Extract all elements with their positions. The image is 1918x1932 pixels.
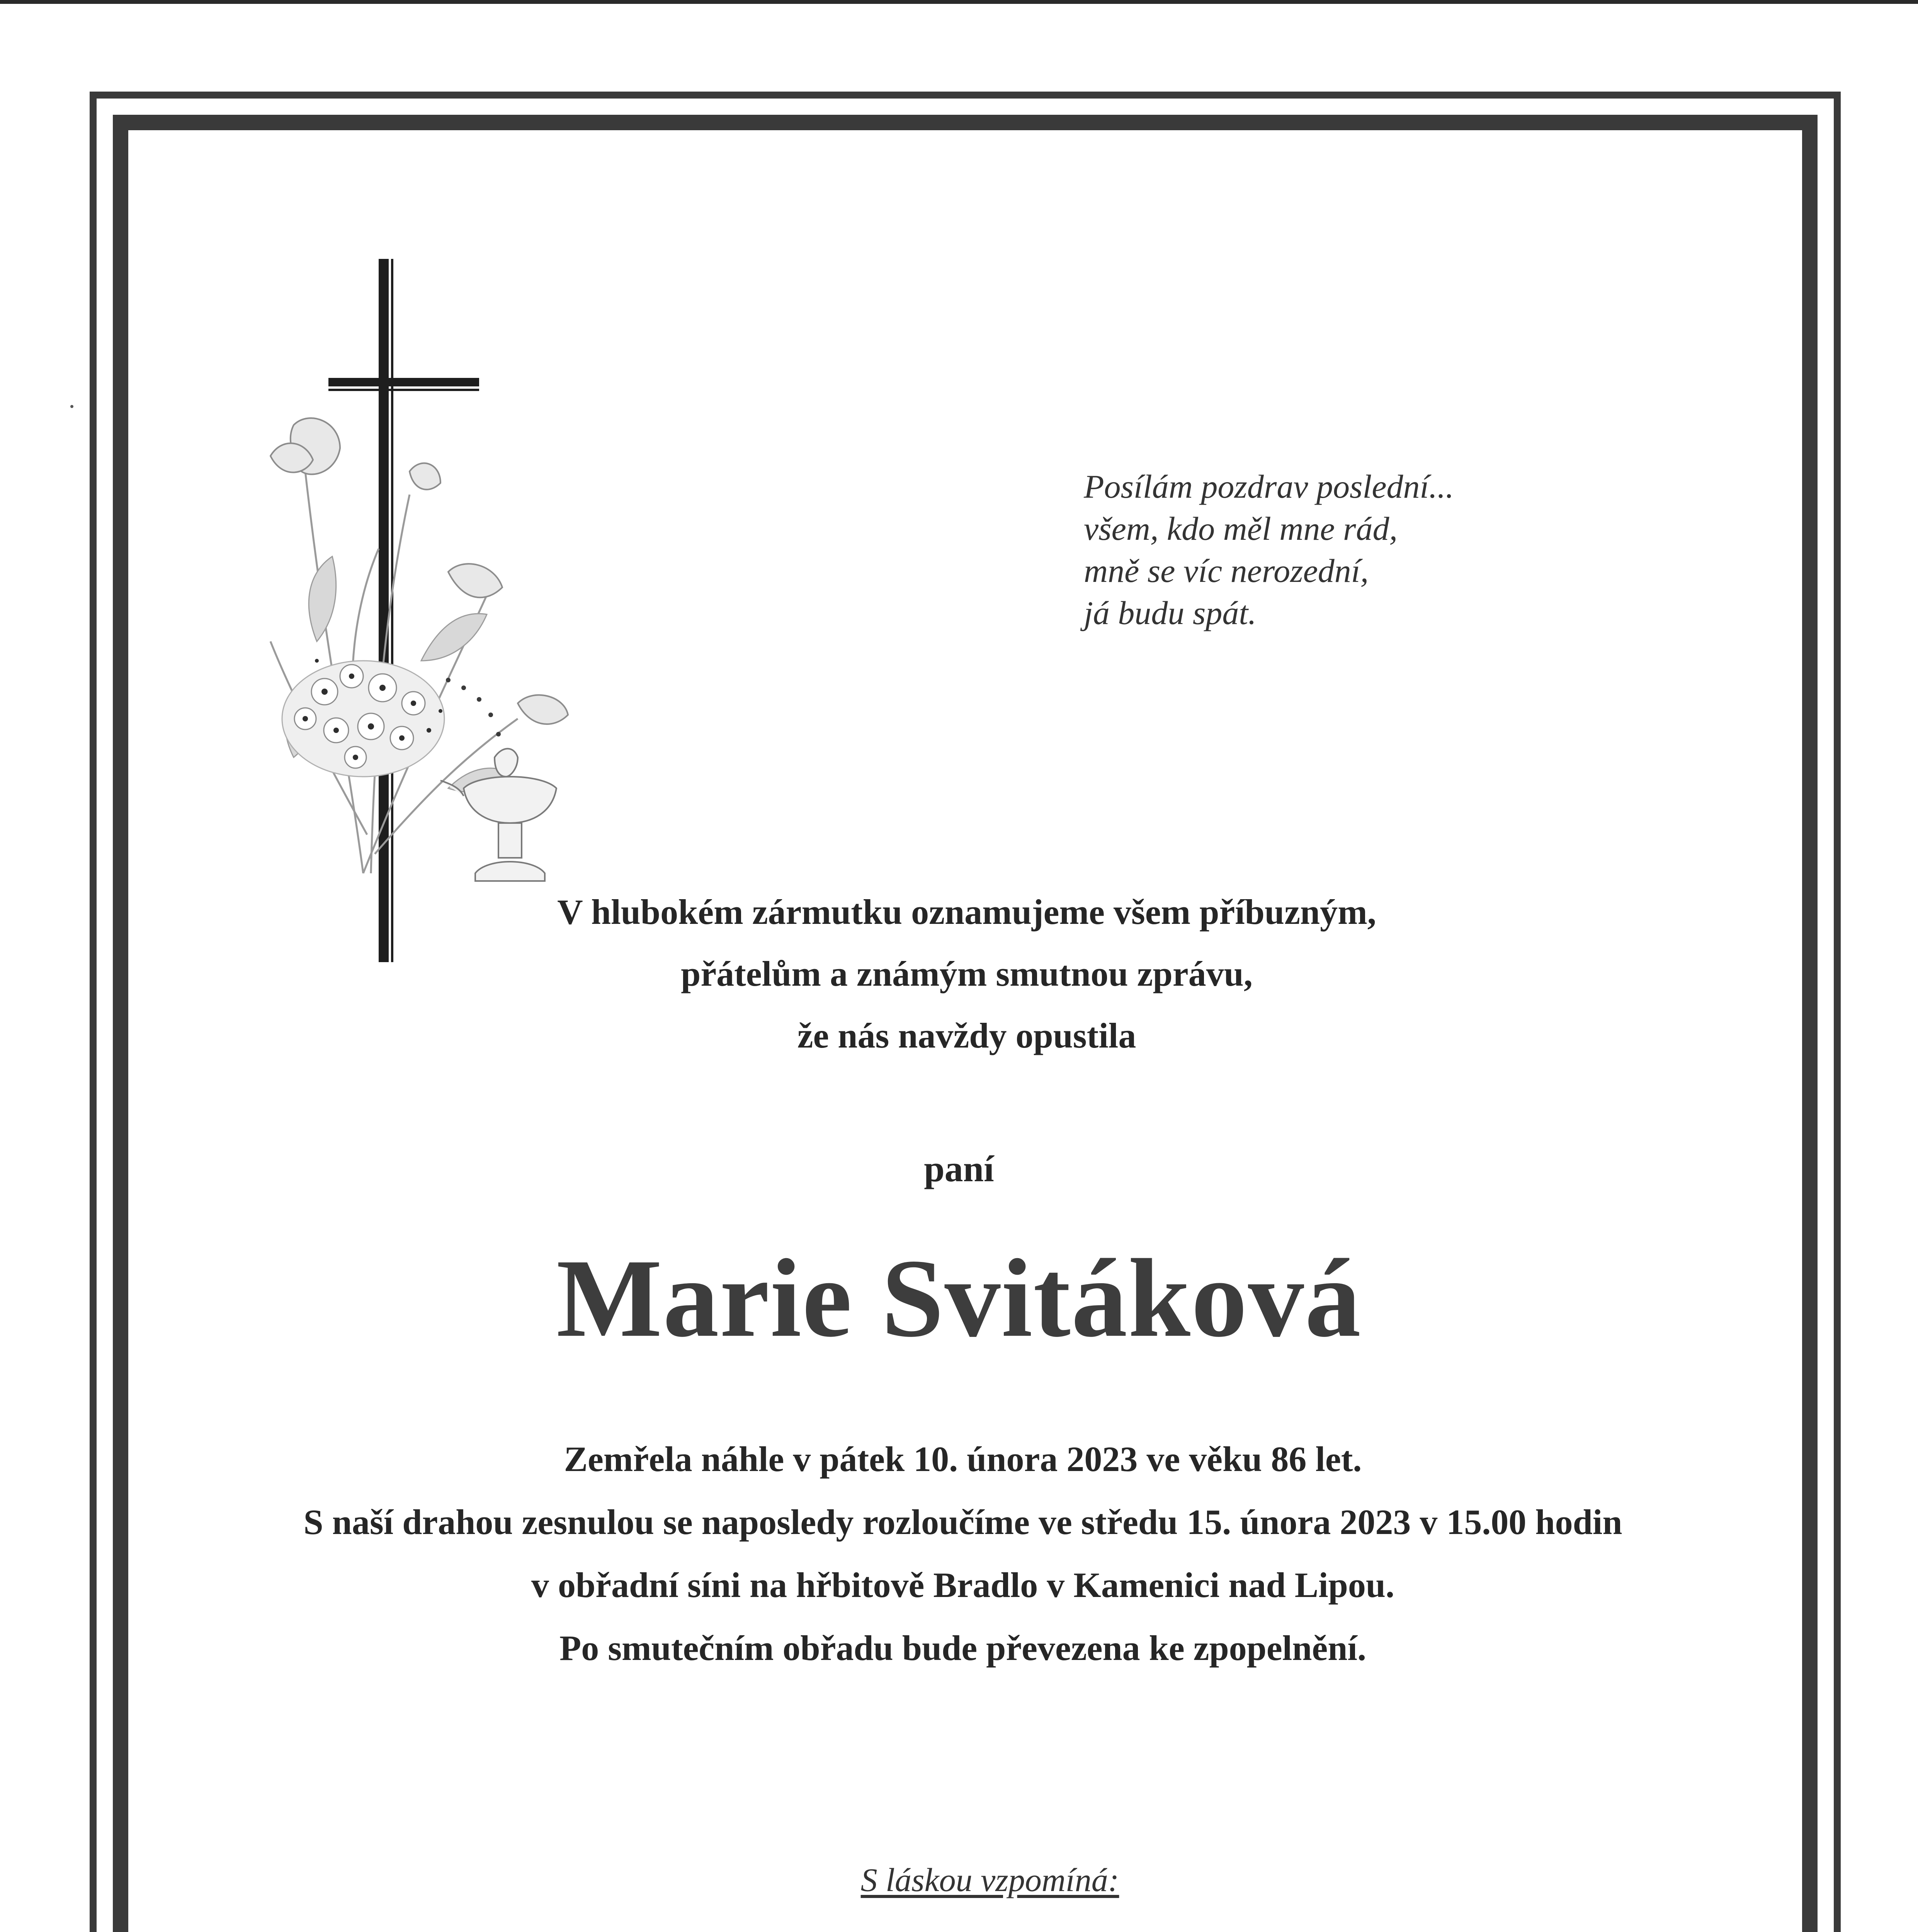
remembrance-label-text: S láskou vzpomíná: (860, 1861, 1119, 1898)
funeral-details (0, 1428, 1918, 1680)
oil-lamp-icon (440, 749, 556, 881)
poem-line: mně se víc nerozední, (1084, 552, 1369, 589)
remembrance-label (0, 1859, 1918, 1901)
poem-line: všem, kdo měl mne rád, (1084, 510, 1398, 547)
cross-icon (328, 259, 479, 962)
details-line: v obřadní síni na hřbitově Bradlo v Kamenici nad Lipou. (531, 1565, 1394, 1605)
cross-with-flowers-and-lamp-icon (247, 255, 603, 981)
intro-line: přátelům a známým smutnou zprávu, (681, 954, 1253, 993)
poem-line: já budu spát. (1084, 594, 1257, 631)
intro-line: že nás navždy opustila (797, 1016, 1136, 1055)
details-line: Po smutečním obřadu bude převezena ke zpopelnění. (559, 1628, 1366, 1668)
details-line: S naší drahou zesnulou se naposledy rozloučíme ve středu 15. února 2023 v 15.00 hodin (303, 1502, 1622, 1542)
beads-icon (446, 678, 505, 756)
poem (1084, 466, 1454, 634)
deceased-name: Marie Svitáková (556, 1236, 1362, 1360)
announcement-intro (0, 881, 1918, 1066)
poem-line: Posílám pozdrav poslední... (1084, 468, 1454, 505)
deceased-title: paní (924, 1148, 994, 1189)
details-line: Zemřela náhle v pátek 10. února 2023 ve věku 86 let. (564, 1439, 1362, 1479)
scan-speck (70, 405, 73, 408)
intro-line: V hlubokém zármutku oznamujeme všem příbuzným, (557, 892, 1376, 932)
top-edge-line (0, 0, 1918, 4)
flower-bouquet-icon (282, 659, 444, 777)
